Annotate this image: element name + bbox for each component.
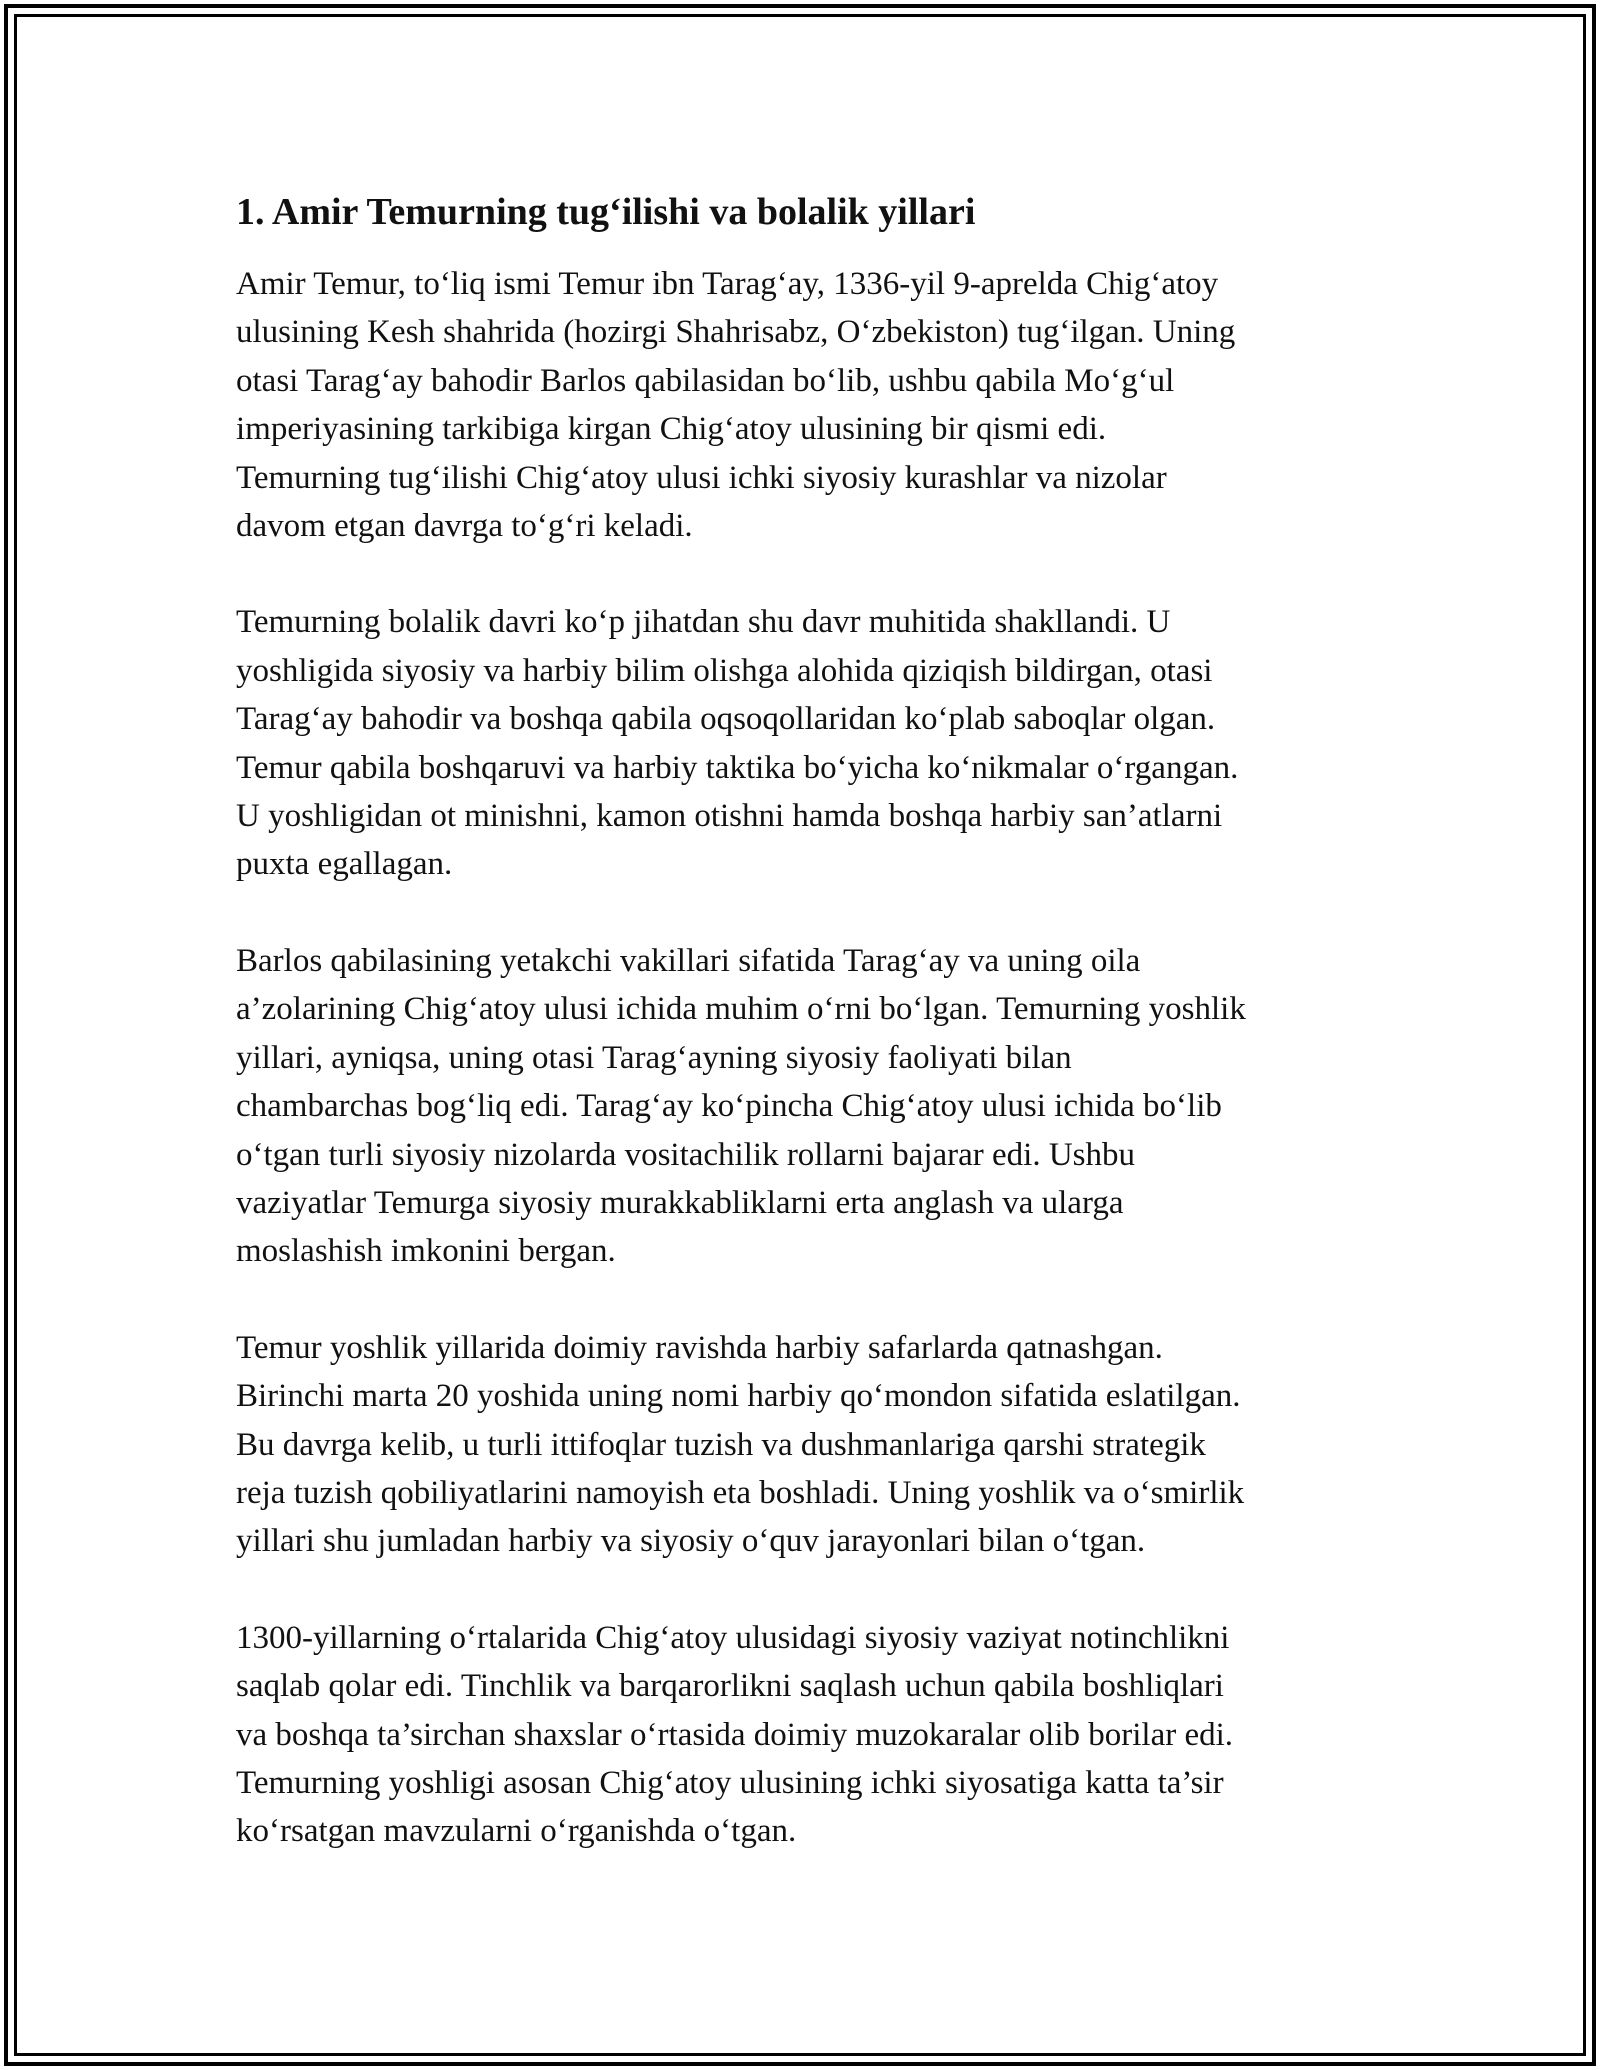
paragraph-line: ulusining Kesh shahrida (hozirgi Shahrisabz, O‘zbekiston) tug‘ilgan. Uning — [236, 314, 1236, 351]
paragraph-line: Temurning tug‘ilishi Chig‘atoy ulusi ichki siyosiy kurashlar va nizolar — [236, 459, 1167, 496]
paragraph-line: va boshqa ta’sirchan shaxslar o‘rtasida doimiy muzokaralar olib borilar edi. — [236, 1716, 1234, 1753]
paragraph-birth — [236, 260, 1376, 550]
paragraph-line: yoshligida siyosiy va harbiy bilim olishga alohida qiziqish bildirgan, otasi — [236, 652, 1213, 689]
paragraph-line: 1300-yillarning o‘rtalarida Chig‘atoy ulusidagi siyosiy vaziyat notinchlikni — [236, 1619, 1230, 1656]
paragraph-line: moslashish imkonini bergan. — [236, 1233, 616, 1270]
section-heading: 1. Amir Temurning tug‘ilishi va bolalik yillari — [236, 191, 976, 233]
paragraph-line: a’zolarining Chig‘atoy ulusi ichida muhim o‘rni bo‘lgan. Temurning yoshlik — [236, 991, 1246, 1028]
paragraph-family — [236, 937, 1376, 1276]
paragraph-line: imperiyasining tarkibiga kirgan Chig‘atoy ulusining bir qismi edi. — [236, 411, 1107, 448]
paragraph-political-situation — [236, 1614, 1376, 1856]
paragraph-line: saqlab qolar edi. Tinchlik va barqarorlikni saqlash uchun qabila boshliqlari — [236, 1668, 1224, 1705]
paragraph-line: Temurning yoshligi asosan Chig‘atoy ulusining ichki siyosatiga katta ta’sir — [236, 1764, 1224, 1801]
paragraph-line: Temur yoshlik yillarida doimiy ravishda harbiy safarlarda qatnashgan. — [236, 1329, 1163, 1366]
paragraph-line: Amir Temur, to‘liq ismi Temur ibn Tarag‘ay, 1336-yil 9-aprelda Chig‘atoy — [236, 266, 1219, 302]
paragraph-line: ko‘rsatgan mavzularni o‘rganishda o‘tgan. — [236, 1813, 797, 1850]
paragraph-line: reja tuzish qobiliyatlarini namoyish eta boshladi. Uning yoshlik va o‘smirlik — [236, 1474, 1245, 1511]
paragraph-line: puxta egallagan. — [236, 846, 453, 883]
paragraph-line: Bu davrga kelib, u turli ittifoqlar tuzish va dushmanlariga qarshi strategik — [236, 1426, 1206, 1463]
paragraph-line: vaziyatlar Temurga siyosiy murakkabliklarni erta anglash va ularga — [236, 1184, 1124, 1221]
paragraph-line: Temurning bolalik davri ko‘p jihatdan shu davr muhitida shakllandi. U — [236, 604, 1171, 641]
paragraph-line: Tarag‘ay bahodir va boshqa qabila oqsoqollaridan ko‘plab saboqlar olgan. — [236, 701, 1216, 738]
paragraph-line: yillari shu jumladan harbiy va siyosiy o‘quv jarayonlari bilan o‘tgan. — [236, 1523, 1146, 1560]
paragraph-line: U yoshligidan ot minishni, kamon otishni hamda boshqa harbiy san’atlarni — [236, 798, 1223, 835]
paragraph-line: o‘tgan turli siyosiy nizolarda vositachilik rollarni bajarar edi. Ushbu — [236, 1136, 1136, 1173]
paragraph-line: Temur qabila boshqaruvi va harbiy taktika bo‘yicha ko‘nikmalar o‘rgangan. — [236, 749, 1239, 786]
paragraph-military-youth — [236, 1324, 1376, 1566]
paragraph-line: Birinchi marta 20 yoshida uning nomi harbiy qo‘mondon sifatida eslatilgan. — [236, 1378, 1241, 1415]
paragraph-line: Barlos qabilasining yetakchi vakillari sifatida Tarag‘ay va uning oila — [236, 942, 1141, 979]
document-body — [236, 186, 1376, 1904]
paragraph-childhood — [236, 598, 1376, 888]
paragraph-line: otasi Tarag‘ay bahodir Barlos qabilasidan bo‘lib, ushbu qabila Mo‘g‘ul — [236, 362, 1175, 399]
paragraph-line: yillari, ayniqsa, uning otasi Tarag‘ayning siyosiy faoliyati bilan — [236, 1039, 1072, 1076]
paragraph-line: chambarchas bog‘liq edi. Tarag‘ay ko‘pincha Chig‘atoy ulusi ichida bo‘lib — [236, 1088, 1222, 1125]
paragraph-line: davom etgan davrga to‘g‘ri keladi. — [236, 508, 693, 545]
